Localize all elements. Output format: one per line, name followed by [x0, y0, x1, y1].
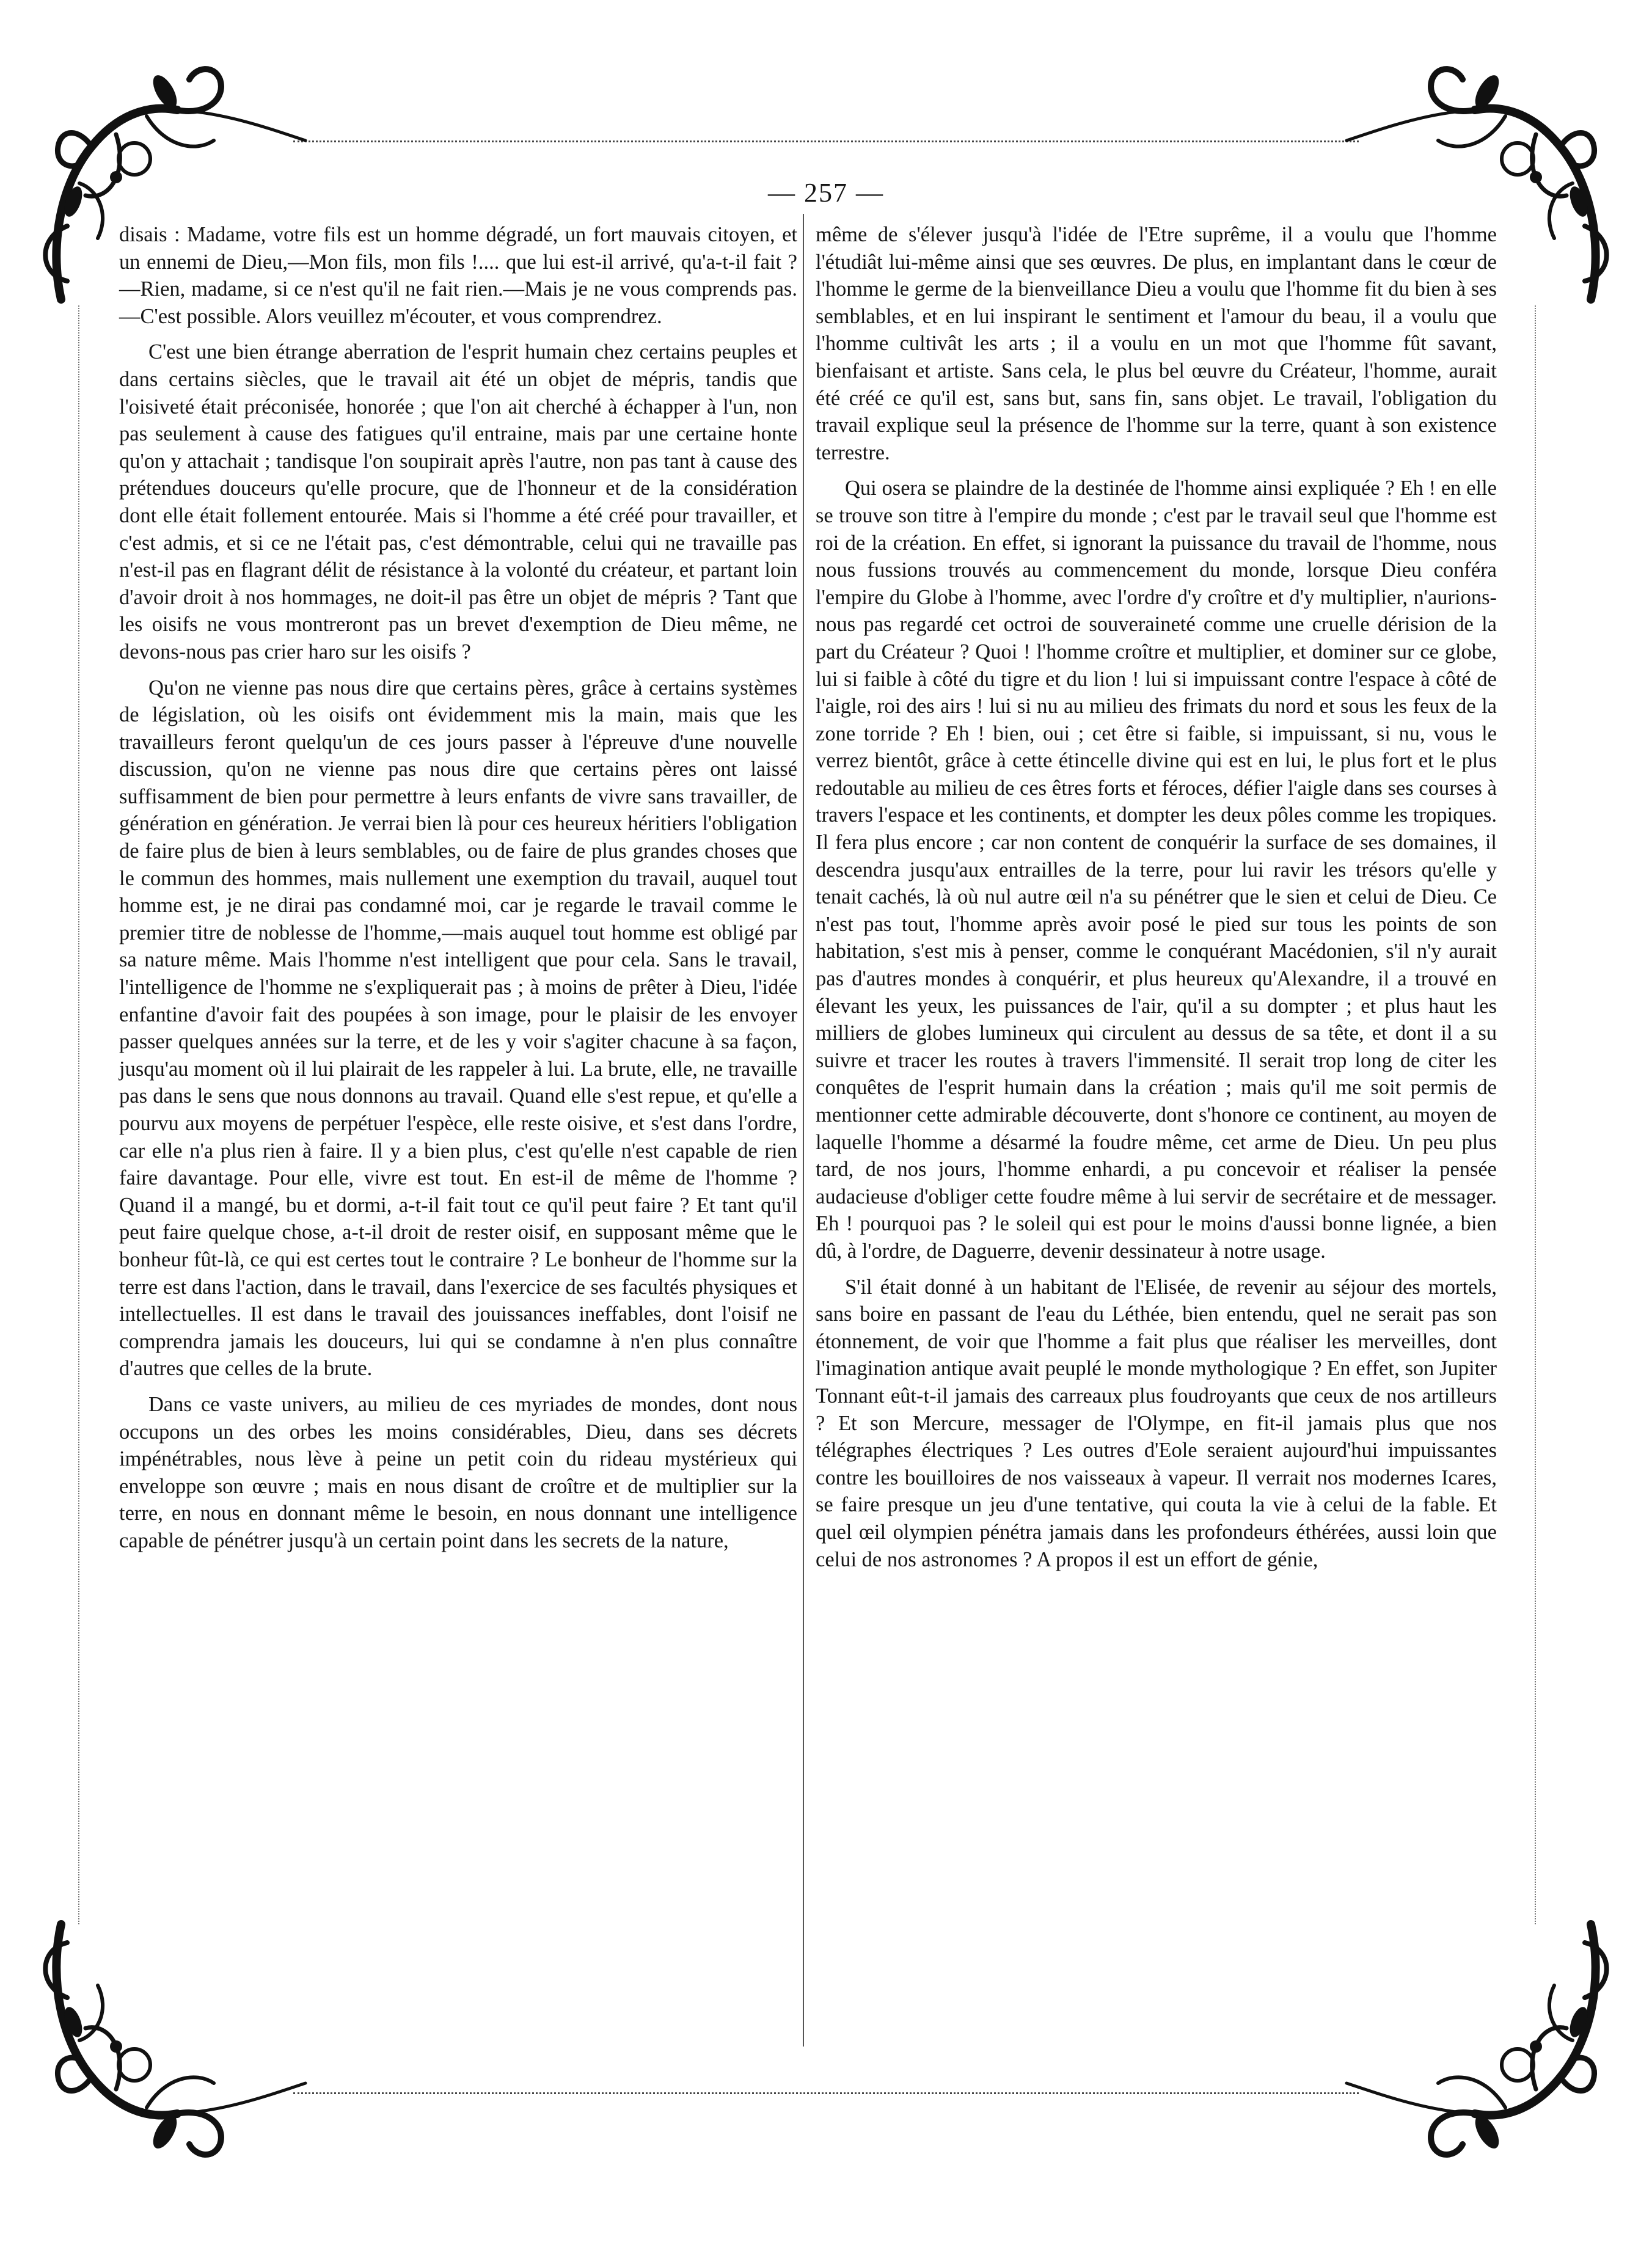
paragraph: disais : Madame, votre fils est un homme dégradé, un fort mauvais citoyen, et un ennemi de Dieu,—Mon fils, mon fils !.... que lui est-il arrivé, qu'a-t-il fait ?—Rien, madame, si ce n'est qu'il ne fait rien.—Mais je ne vous comprends pas.—C'est possible. Alors veuillez m'écouter, et vous comprendrez. [119, 223, 797, 328]
left-column [119, 221, 797, 1563]
right-border [1535, 305, 1540, 1924]
paragraph: Qui osera se plaindre de la destinée de l'homme ainsi expliquée ? Eh ! en elle se trouve son titre à l'empire du monde ; c'est par le travail seul que l'homme est roi de la création. En effet, si ignorant la puissance du travail de l'homme, nous nous fussions trouvés au commencement du monde, lorsque Dieu conféra l'empire du Globe à l'homme, avec l'ordre d'y croître et d'y multiplier, n'aurions-nous pas regardé cet octroi de souveraineté comme une cruelle dérision de la part du Créateur ? Quoi ! l'homme croître et multiplier, et dominer sur ce globe, lui si faible à côté du tigre et du lion ! lui si impuissant contre l'espace à côté de l'aigle, roi des airs ! lui si nu au milieu des frimats du nord et sous les feux de la zone torride ? Eh ! bien, oui ; cet être si faible, si impuissant, si nu, vous le verrez bientôt, grâce à cette étincelle divine qui est en lui, le plus fort et le plus redoutable au milieu de ces êtres forts et féroces, défier l'aigle dans ses courses à travers l'espace et les continents, et dompter les deux pôles comme les tropiques. Il fera plus encore ; car non content de conquérir la surface de ses domaines, il descendra jusqu'aux entrailles de la terre, pour lui ravir les trésors qu'elle y tenait cachés, là où nul autre œil n'a su pénétrer que le sien et celui de Dieu. Ce n'est pas tout, l'homme après avoir posé le pied sur tous les points de son habitation, s'est mis à penser, comme le conquérant Macédonien, s'il n'y aurait pas d'autres mondes à conquérir, et plus heureux qu'Alexandre, il a trouvé en élevant les yeux, les puissances de l'air, qu'il a su dompter ; et plus haut les milliers de globes lumineux qui circulent au dessus de sa tête, et dont il a su suivre et tracer les routes à travers l'immensité. Il serait trop long de citer les conquêtes de l'esprit humain dans la création ; mais qu'il me soit permis de mentionner cette admirable découverte, dont s'honore ce continent, au moyen de laquelle l'homme a désarmé la foudre même, cet arme de Dieu. Un peu plus tard, de nos jours, l'homme enhardi, a pu concevoir et réaliser la pensée audacieuse d'obliger cette foudre même à lui servir de secrétaire et de messager. Eh ! pourquoi pas ? le soleil qui est pour le moins d'aussi bonne lignée, a bien dû, à l'ordre, de Daguerre, devenir dessinateur à notre usage. [816, 477, 1497, 1263]
paragraph: Qu'on ne vienne pas nous dire que certains pères, grâce à certains systèmes de législation, où les oisifs ont évidemment mis la main, mais que les travailleurs feront quelqu'un de ces jours passer à l'épreuve d'une nouvelle discussion, qu'on ne vienne pas nous dire que certains pères ont laissé suffisamment de bien pour permettre à leurs enfants de vivre sans travailler, de génération en génération. Je verrai bien là pour ces heureux héritiers l'obligation de faire plus de bien à leurs semblables, ou de faire de plus grandes choses que le commun des hommes, mais nullement une exemption du travail, auquel tout homme est, je ne dirai pas condamné moi, car je regarde le travail comme le premier titre de noblesse de l'homme,—mais auquel tout homme est obligé par sa nature même. Mais l'homme n'est intelligent que pour cela. Sans le travail, l'intelligence de l'homme ne s'expliquerait pas ; à moins de prêter à Dieu, l'idée enfantine d'avoir fait des poupées à son image, pour le plaisir de les envoyer passer quelques années sur la terre, et de les y voir s'agiter chacune à sa façon, jusqu'au moment où il lui plairait de les rappeler à lui. La brute, elle, ne travaille pas dans le sens que nous donnons au travail. Quand elle s'est repue, et qu'elle a pourvu aux moyens de perpétuer l'espèce, elle reste oisive, et s'est dans l'ordre, car elle n'a plus rien à faire. Il y a bien plus, c'est qu'elle n'est capable de rien faire davantage. Pour elle, vivre est tout. En est-il de même de l'homme ? Quand il a mangé, bu et dormi, a-t-il fait tout ce qu'il peut faire ? Et tant qu'il peut faire quelque chose, a-t-il droit de rester oisif, en supposant même que le bonheur fût-là, ce qui est certes tout le contraire ? Le bonheur de l'homme sur la terre est dans l'action, dans le travail, dans l'exercice de ses facultés physiques et intellectuelles. Il est dans le travail des jouissances ineffables, dont l'oisif ne comprendra jamais les douceurs, lui qui se condamne à n'en plus connaître d'autres que celles de la brute. [119, 676, 797, 1381]
paragraph: C'est une bien étrange aberration de l'esprit humain chez certains peuples et dans certains siècles, que le travail ait été un objet de mépris, tandis que l'oisiveté était préconisée, honorée ; que l'on ait cherché à échapper à l'un, non pas seulement à cause des fatigues qu'il entraine, mais par une certaine honte qu'on y attachait ; tandisque l'on soupirait après l'autre, non pas tant à cause des prétendues douceurs qu'elle procure, que de l'honneur et de la considération dont elle était follement entourée. Mais si l'homme a été créé pour travailler, et c'est admis, et si ce ne l'était pas, c'est démontrable, celui qui ne travaille pas n'est-il pas en flagrant délit de résistance à la volonté du créateur, et partant loin d'avoir droit à nos hommages, ne doit-il pas être un objet de mépris ? Tant que les oisifs ne vous montreront pas un brevet d'exemption de Dieu même, ne devons-nous pas crier haro sur les oisifs ? [119, 340, 797, 663]
paragraph: Dans ce vaste univers, au milieu de ces myriades de mondes, dont nous occupons un des orbes les moins considérables, Dieu, dans ses décrets impénétrables, nous lève à peine un petit coin du rideau mystérieux qui enveloppe son œuvre ; mais en nous disant de croître et de multiplier sur la terre, en nous en donnant même le besoin, en nous donnant une intelligence capable de pénétrer jusqu'à un certain point dans les secrets de la nature, [119, 1392, 797, 1552]
paragraph: même de s'élever jusqu'à l'idée de l'Etre suprême, il a voulu que l'homme l'étudiât lui-même ainsi que ses œuvres. De plus, en implantant dans le cœur de l'homme le germe de la bienveillance Dieu a voulu que l'homme fit du bien à ses semblables, et en lui inspirant le sentiment et l'amour du beau, il a voulu que l'homme cultivât les arts ; il a voulu en un mot que l'homme fût savant, bienfaisant et artiste. Sans cela, le plus bel œuvre du Créateur, l'homme, aurait été créé ce qu'il est, sans but, sans fin, sans objet. Le travail, l'obligation du travail explique seul la présence de l'homme sur la terre, quant à son existence terrestre. [816, 223, 1497, 464]
right-column [816, 221, 1497, 1582]
page-number: — 257 — [768, 178, 884, 208]
bottom-border [293, 2092, 1359, 2098]
corner-ornament-icon [24, 1894, 312, 2181]
corner-ornament-icon [1340, 1894, 1628, 2181]
top-border [293, 141, 1359, 146]
paragraph: S'il était donné à un habitant de l'Elisée, de revenir au séjour des mortels, sans boire en passant de l'eau du Léthée, bien entendu, quel ne serait pas son étonnement, de voir que l'homme a fait plus que réaliser les merveilles, dont l'imagination antique avait peuplé le monde mythologique ? En effet, son Jupiter Tonnant eût-t-il jamais des carreaux plus foudroyants que ceux de nos artilleurs ? Et son Mercure, messager de l'Olympe, en fit-il jamais plus que nos télégraphes électriques ? Les outres d'Eole seraient aujourd'hui impuissantes contre les bouilloires de nos vaisseaux à vapeur. Il verrait nos modernes Icares, se faire presque un jeu d'une tentative, qui couta la vie à celui de la fable. Et quel œil olympien pénétra jamais dans les profondeurs éthérées, aussi loin que celui de nos astronomes ? A propos il est un effort de génie, [816, 1275, 1497, 1571]
column-divider [803, 214, 804, 2047]
left-border [78, 305, 83, 1924]
